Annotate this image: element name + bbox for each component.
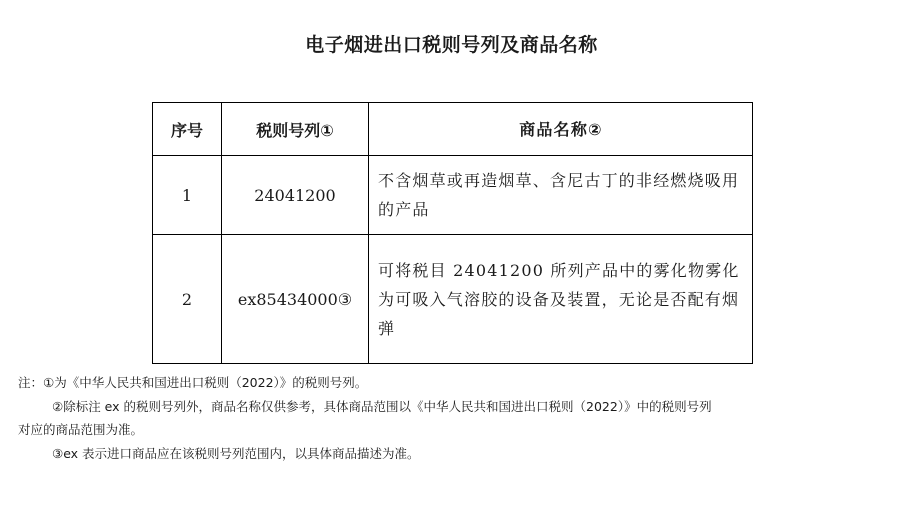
footnote-1: 注：①为《中华人民共和国进出口税则（2022）》的税则号列。	[18, 375, 368, 390]
cell-product-name: 不含烟草或再造烟草、含尼古丁的非经燃烧吸用的产品	[369, 156, 753, 235]
header-serial-number: 序号	[153, 103, 222, 156]
tariff-table	[152, 102, 753, 364]
page-title: 电子烟进出口税则号列及商品名称	[305, 34, 598, 56]
table-header-row	[153, 103, 753, 156]
header-product-name: 商品名称②	[369, 103, 753, 156]
table-row	[153, 156, 753, 235]
footnote-3: ③ex 表示进口商品应在该税则号列范围内，以具体商品描述为准。	[52, 445, 420, 461]
cell-serial-number: 2	[153, 235, 222, 364]
cell-product-name: 可将税目 24041200 所列产品中的雾化物雾化为可吸入气溶胶的设备及装置，无论是否配有烟弹	[369, 235, 753, 364]
table-row	[153, 235, 753, 364]
cell-tariff-code: ex85434000③	[222, 235, 369, 364]
cell-tariff-code: 24041200	[222, 156, 369, 235]
header-tariff-code: 税则号列①	[222, 103, 369, 156]
footnote-2-continued: 对应的商品范围为准。	[18, 422, 144, 437]
cell-serial-number: 1	[153, 156, 222, 235]
footnotes	[18, 371, 878, 465]
footnote-2: ②除标注 ex 的税则号列外，商品名称仅供参考，具体商品范围以《中华人民共和国进出口税则（2022）》中的税则号列	[52, 398, 712, 414]
